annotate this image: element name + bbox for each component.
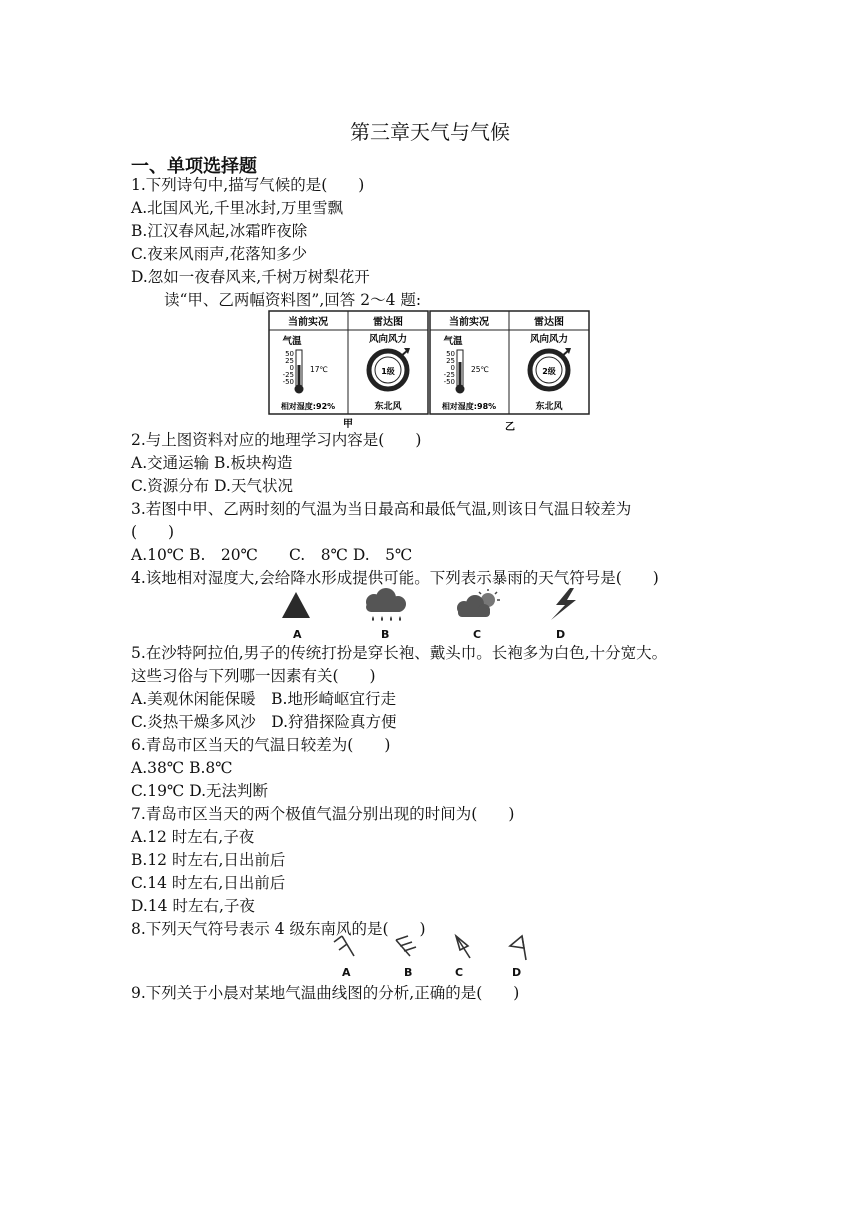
- option-line: B.江汉春风起,冰霜昨夜除: [131, 222, 308, 240]
- option-line: B.12 时左右,日出前后: [131, 851, 286, 869]
- panel-caption: 乙: [505, 422, 515, 432]
- question-3-bracket: ( ): [131, 523, 175, 541]
- thermometer-icon: [295, 385, 304, 394]
- question-8: 8.下列天气符号表示 4 级东南风的是( ): [131, 920, 426, 938]
- svg-text:-25: -25: [282, 371, 294, 379]
- option-line: A.北国风光,千里冰封,万里雪飘: [131, 199, 343, 217]
- svg-text:50: 50: [285, 350, 294, 358]
- wind-label-b: B: [404, 966, 413, 979]
- humidity: 相对湿度:98%: [441, 402, 497, 411]
- temp-value: 17℃: [310, 365, 328, 374]
- question-6: 6.青岛市区当天的气温日较差为( ): [131, 736, 391, 754]
- symbol-label-a: A: [293, 628, 302, 641]
- wind-symbols-figure: [330, 932, 540, 972]
- option-line: A.12 时左右,子夜: [131, 828, 255, 846]
- wind-barb-icon: [396, 936, 416, 956]
- svg-text:0: 0: [289, 364, 294, 372]
- option-line: C.夜来风雨声,花落知多少: [131, 245, 308, 263]
- svg-text:50: 50: [446, 350, 455, 358]
- wind-level: 1级: [381, 367, 395, 376]
- wind-label: 风向风力: [529, 334, 569, 345]
- question-1: 1.下列诗句中,描写气候的是( ): [131, 176, 365, 194]
- option-line: A.交通运输 B.板块构造: [131, 454, 293, 472]
- question-7: 7.青岛市区当天的两个极值气温分别出现的时间为( ): [131, 805, 515, 823]
- header-left: 当前实况: [288, 317, 328, 328]
- temp-value: 25℃: [471, 365, 489, 374]
- thermometer-icon: [456, 385, 465, 394]
- option-line: C.14 时左右,日出前后: [131, 874, 286, 892]
- option-line: D.忽如一夜春风来,千树万树梨花开: [131, 268, 370, 286]
- question-5-cont: 这些习俗与下列哪一因素有关( ): [131, 667, 376, 685]
- wind-pennant-icon: [510, 936, 526, 960]
- option-line: A.美观休闲能保暖 B.地形崎岖宜行走: [131, 690, 396, 708]
- question-9: 9.下列关于小晨对某地气温曲线图的分析,正确的是( ): [131, 984, 520, 1002]
- symbol-label-b: B: [381, 628, 390, 641]
- section-heading: 一、单项选择题: [131, 156, 257, 177]
- wind-label-d: D: [512, 966, 522, 979]
- wind-dir: 东北风: [374, 402, 402, 412]
- wind-dir: 东北风: [535, 402, 563, 412]
- temp-label: 气温: [282, 336, 302, 347]
- symbol-label-d: D: [556, 628, 566, 641]
- wind-barb-icon: [334, 936, 354, 956]
- question-4: 4.该地相对湿度大,会给降水形成提供可能。下列表示暴雨的天气符号是( ): [131, 569, 659, 587]
- svg-text:25: 25: [285, 357, 294, 365]
- header-right: 雷达图: [373, 317, 403, 328]
- svg-text:-25: -25: [443, 371, 455, 379]
- weather-symbols-figure: [278, 588, 588, 648]
- option-line: D.14 时左右,子夜: [131, 897, 255, 915]
- svg-text:-50: -50: [282, 378, 294, 386]
- symbol-label-c: C: [473, 628, 482, 641]
- header-right: 雷达图: [534, 317, 564, 328]
- panel-caption: 甲: [343, 419, 353, 430]
- temp-label: 气温: [443, 336, 463, 347]
- sun-cloud-icon: [457, 589, 500, 617]
- passage-intro: 读“甲、乙两幅资料图”,回答 2～4 题:: [164, 291, 422, 309]
- panel-yi: [430, 311, 589, 432]
- svg-text:0: 0: [450, 364, 455, 372]
- svg-text:25: 25: [446, 357, 455, 365]
- wind-pennant-icon: [456, 936, 470, 958]
- panel-jia: [269, 311, 428, 430]
- wind-level: 2级: [542, 367, 556, 376]
- option-line: C.资源分布 D.天气状况: [131, 477, 293, 495]
- option-line: C.炎热干燥多风沙 D.狩猎探险真方便: [131, 713, 397, 731]
- page-title: 第三章天气与气候: [350, 120, 510, 144]
- svg-text:-50: -50: [443, 378, 455, 386]
- question-2: 2.与上图资料对应的地理学习内容是( ): [131, 431, 422, 449]
- rain-cloud-icon: [366, 588, 406, 621]
- triangle-icon: [282, 592, 310, 618]
- option-line: A.38℃ B.8℃: [131, 759, 233, 777]
- wind-label-a: A: [342, 966, 351, 979]
- question-5: 5.在沙特阿拉伯,男子的传统打扮是穿长袍、戴头巾。长袍多为白色,十分宽大。: [131, 644, 668, 662]
- lightning-icon: [551, 588, 576, 620]
- weather-data-figure: [268, 310, 592, 436]
- header-left: 当前实况: [449, 317, 489, 328]
- question-3: 3.若图中甲、乙两时刻的气温为当日最高和最低气温,则该日气温日较差为: [131, 500, 632, 518]
- option-line: C.19℃ D.无法判断: [131, 782, 269, 800]
- humidity: 相对湿度:92%: [280, 402, 336, 411]
- option-line: A.10℃ B. 20℃ C. 8℃ D. 5℃: [131, 546, 413, 564]
- wind-label: 风向风力: [368, 334, 408, 345]
- wind-label-c: C: [455, 966, 464, 979]
